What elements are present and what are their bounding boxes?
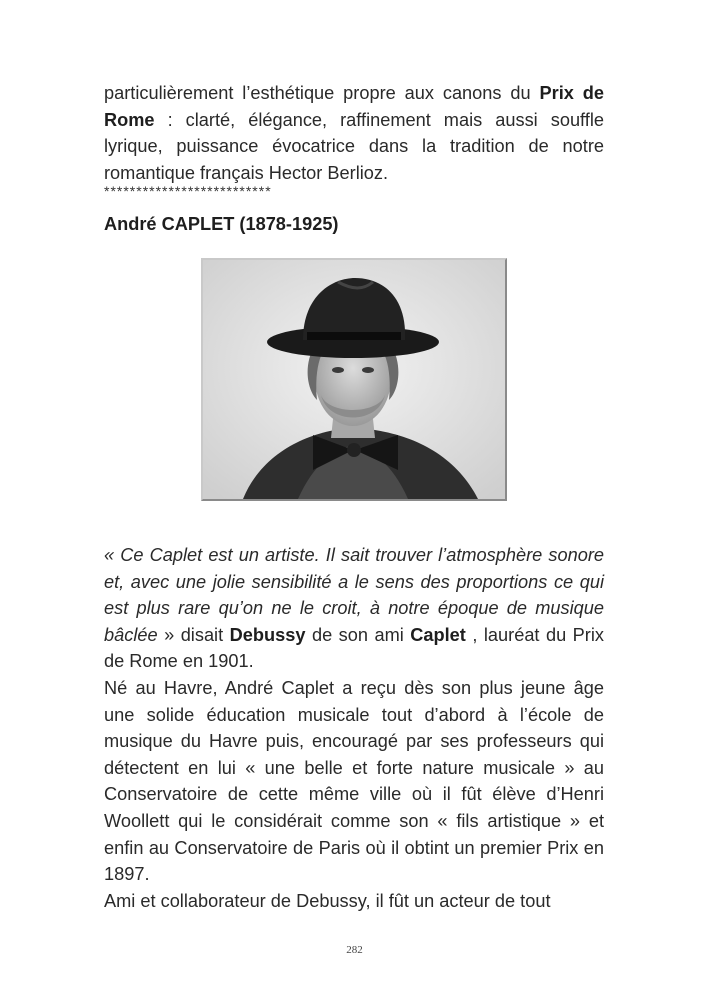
prix-de-rome-bold: Prix de Rome: [104, 83, 605, 130]
portrait-illustration: [203, 260, 505, 499]
debussy-bold: Debussy: [229, 624, 306, 645]
page-number: 282: [346, 944, 363, 956]
section-heading: André CAPLET (1878-1925): [104, 214, 339, 234]
intro-text: particulièrement l’esthétique propre aux canons du: [104, 83, 540, 103]
portrait-photo: [201, 258, 507, 501]
quote-mid: de son ami: [305, 624, 411, 645]
body-text: [104, 542, 604, 914]
quote-end: , lauréat du Prix de Rome en 1901.: [104, 624, 605, 672]
bio-paragraph: Né au Havre, André Caplet a reçu dès son plus jeune âge une solide éducation musicale tout d’abord à l’école de musique du Havre puis, encouragé par ses professeurs qui détectent en lui « une belle et forte nature musicale » au Conservatoire de cette même ville où il fût élève d’Henri Woollett qui le considérait comme son « fils artistique » et enfin au Conservatoire de Paris où il obtint un premier Prix en 1897.: [104, 677, 604, 885]
debussy-quote: « Ce Caplet est un artiste. Il sait trouver l’atmosphère sonore et, avec une jolie sensibilité a le sens des proportions ce qui est plus rare qu’on ne le croit, à notre époque de musique bâclée: [104, 545, 604, 645]
intro-text-cont: : clarté, élégance, raffinement mais aussi souffle lyrique, puissance évocatrice dans la tradition de notre romantique français Hector Berlioz.: [104, 109, 604, 183]
intro-paragraph: [104, 80, 604, 186]
last-line: Ami et collaborateur de Debussy, il fût un acteur de tout: [104, 890, 551, 911]
quote-paragraph: [104, 542, 604, 675]
caplet-bold: Caplet: [410, 624, 466, 645]
quote-tail: » disait: [157, 624, 230, 645]
separator-stars: **************************: [104, 183, 272, 199]
